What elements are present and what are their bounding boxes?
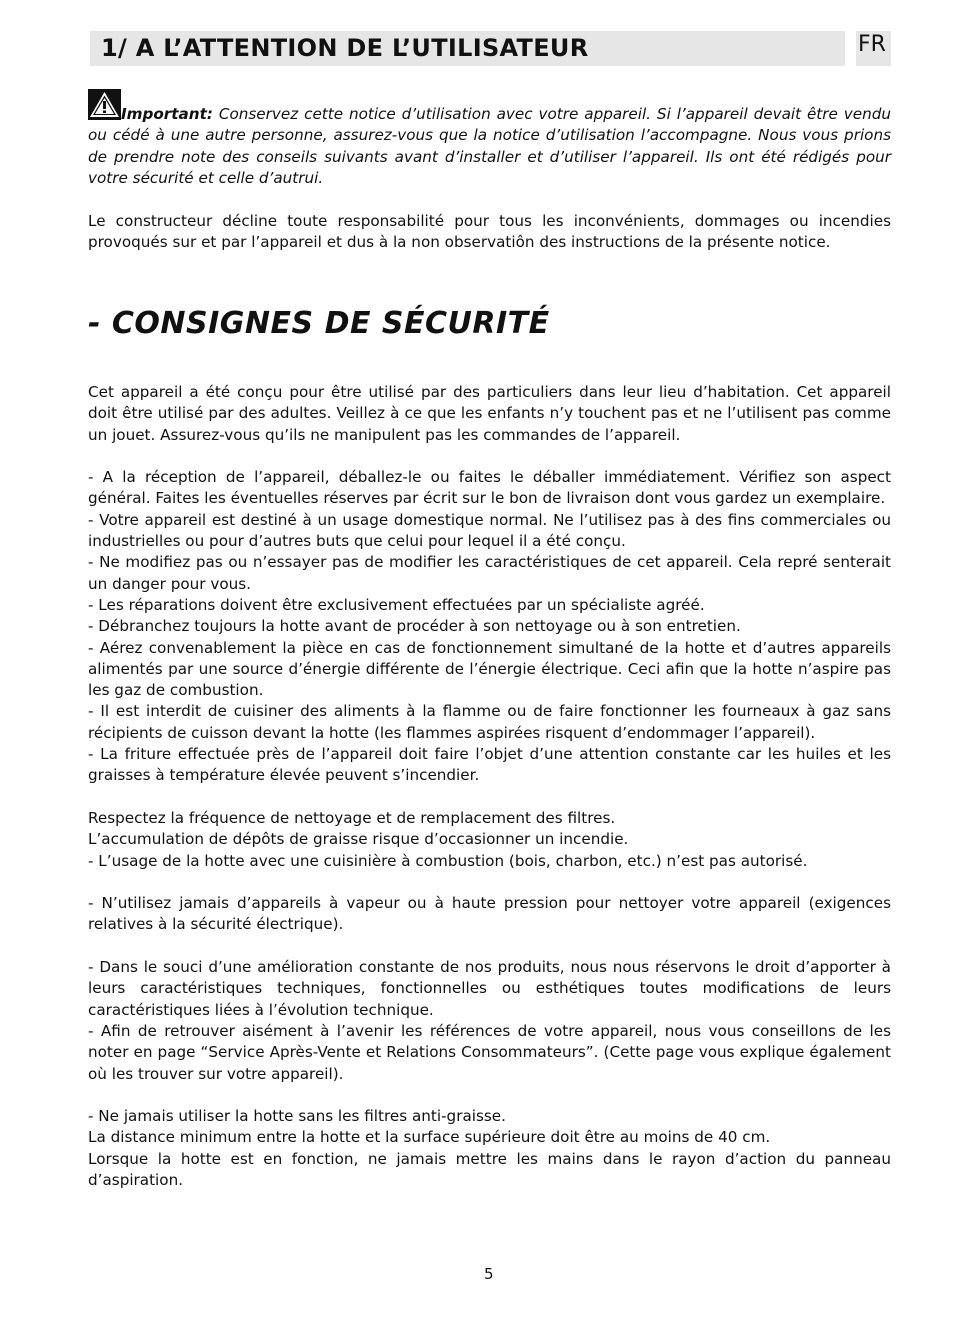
section-heading: 1/ A L’ATTENTION DE L’UTILISATEUR xyxy=(101,34,589,62)
list-item: - Ne modifiez pas ou n’essayer pas de modifier les caractéristiques de cet appareil. Cela repré senterait un danger pour vous. xyxy=(88,553,891,593)
list-item: - L’usage de la hotte avec une cuisinière à combustion (bois, charbon, etc.) n’est pas autorisé. xyxy=(88,851,808,870)
list-item: La distance minimum entre la hotte et la surface supérieure doit être au moins de 40 cm. xyxy=(88,1128,771,1147)
list-item: - Afin de retrouver aisément à l’avenir les références de votre appareil, nous vous conseillons de les noter en page “Service Après-Vente et Relations Consommateurs”. (Cette page vous explique également où les trouver sur votre appareil). xyxy=(88,1021,891,1083)
page-number: 5 xyxy=(484,1265,494,1283)
list-item: - Dans le souci d’une amélioration constante de nos produits, nous nous réservons le droit d’apporter à leurs caractéristiques techniques, fonctionnelles ou esthétiques toutes modifications de leurs caractéristiques liées à l’évolution technique. xyxy=(88,958,891,1019)
safety-body xyxy=(88,382,891,1191)
list-item: - Débranchez toujours la hotte avant de procéder à son nettoyage ou à son entretien. xyxy=(88,617,741,636)
intro-text: Conservez cette notice d’utilisation avec votre appareil. Si l’appareil devait être vendu ou cédé à une autre personne, assurez-vous que la notice d’utilisation l’accompagne. Nous vous prions de prendre note des conseils suivants avant d’installer et d’utiliser l’appareil. Ils ont été rédigés pour votre sécurité et celle d’autrui. xyxy=(88,105,891,187)
list-item: - Aérez convenablement la pièce en cas de fonctionnement simultané de la hotte et d’autres appareils alimentés par une source d’énergie différente de l’énergie électrique. Ceci afin que la hotte n’aspire pas les gaz de combustion. xyxy=(88,638,891,700)
language-label: FR xyxy=(858,32,886,57)
safety-title: - CONSIGNES DE SÉCURITÉ xyxy=(88,306,550,341)
intro-paragraph xyxy=(88,104,891,189)
important-label: Important: xyxy=(121,105,213,123)
list-item: - A la réception de l’appareil, déballez-le ou faites le déballer immédiatement. Vérifiez son aspect général. Faites les éventuelles réserves par écrit sur le bon de livraison dont vous gardez un exemplaire. xyxy=(88,468,891,508)
list-item: - Ne jamais utiliser la hotte sans les filtres anti-graisse. xyxy=(88,1107,506,1126)
list-item: - La friture effectuée près de l’appareil doit faire l’objet d’une attention constante car les huiles et les graisses à température élevée peuvent s’incendier. xyxy=(88,745,891,785)
list-item: - Il est interdit de cuisiner des aliments à la flamme ou de faire fonctionner les fourneaux à gaz sans récipients de cuisson devant la hotte (les flammes aspirées risquent d’endommager l’appareil). xyxy=(88,702,891,742)
list-item: - Votre appareil est destiné à un usage domestique normal. Ne l’utilisez pas à des fins commerciales ou industrielles ou pour d’autres buts que celui pour lequel il a été conçu. xyxy=(88,510,891,551)
list-item: L’accumulation de dépôts de graisse risque d’occasionner un incendie. xyxy=(88,830,629,849)
disclaimer-paragraph: Le constructeur décline toute responsabilité pour tous les inconvénients, dommages ou incendies provoqués sur et par l’appareil et dus à la non observatiôn des instructions de la présente notice. xyxy=(88,212,891,252)
list-item: - Les réparations doivent être exclusivement effectuées par un spécialiste agréé. xyxy=(88,595,705,614)
list-item: Lorsque la hotte est en fonction, ne jamais mettre les mains dans le rayon d’action du panneau d’aspiration. xyxy=(88,1149,891,1189)
list-item: Respectez la fréquence de nettoyage et de remplacement des filtres. xyxy=(88,808,616,827)
list-item: - N’utilisez jamais d’appareils à vapeur ou à haute pression pour nettoyer votre appareil (exigences relatives à la sécurité électrique). xyxy=(88,894,891,934)
paragraph: Cet appareil a été conçu pour être utilisé par des particuliers dans leur lieu d’habitation. Cet appareil doit être utilisé par des adultes. Veillez à ce que les enfants n’y touchent pas et ne l’utilisent pas comme un jouet. Assurez-vous qu’ils ne manipulent pas les commandes de l’appareil. xyxy=(88,383,891,444)
